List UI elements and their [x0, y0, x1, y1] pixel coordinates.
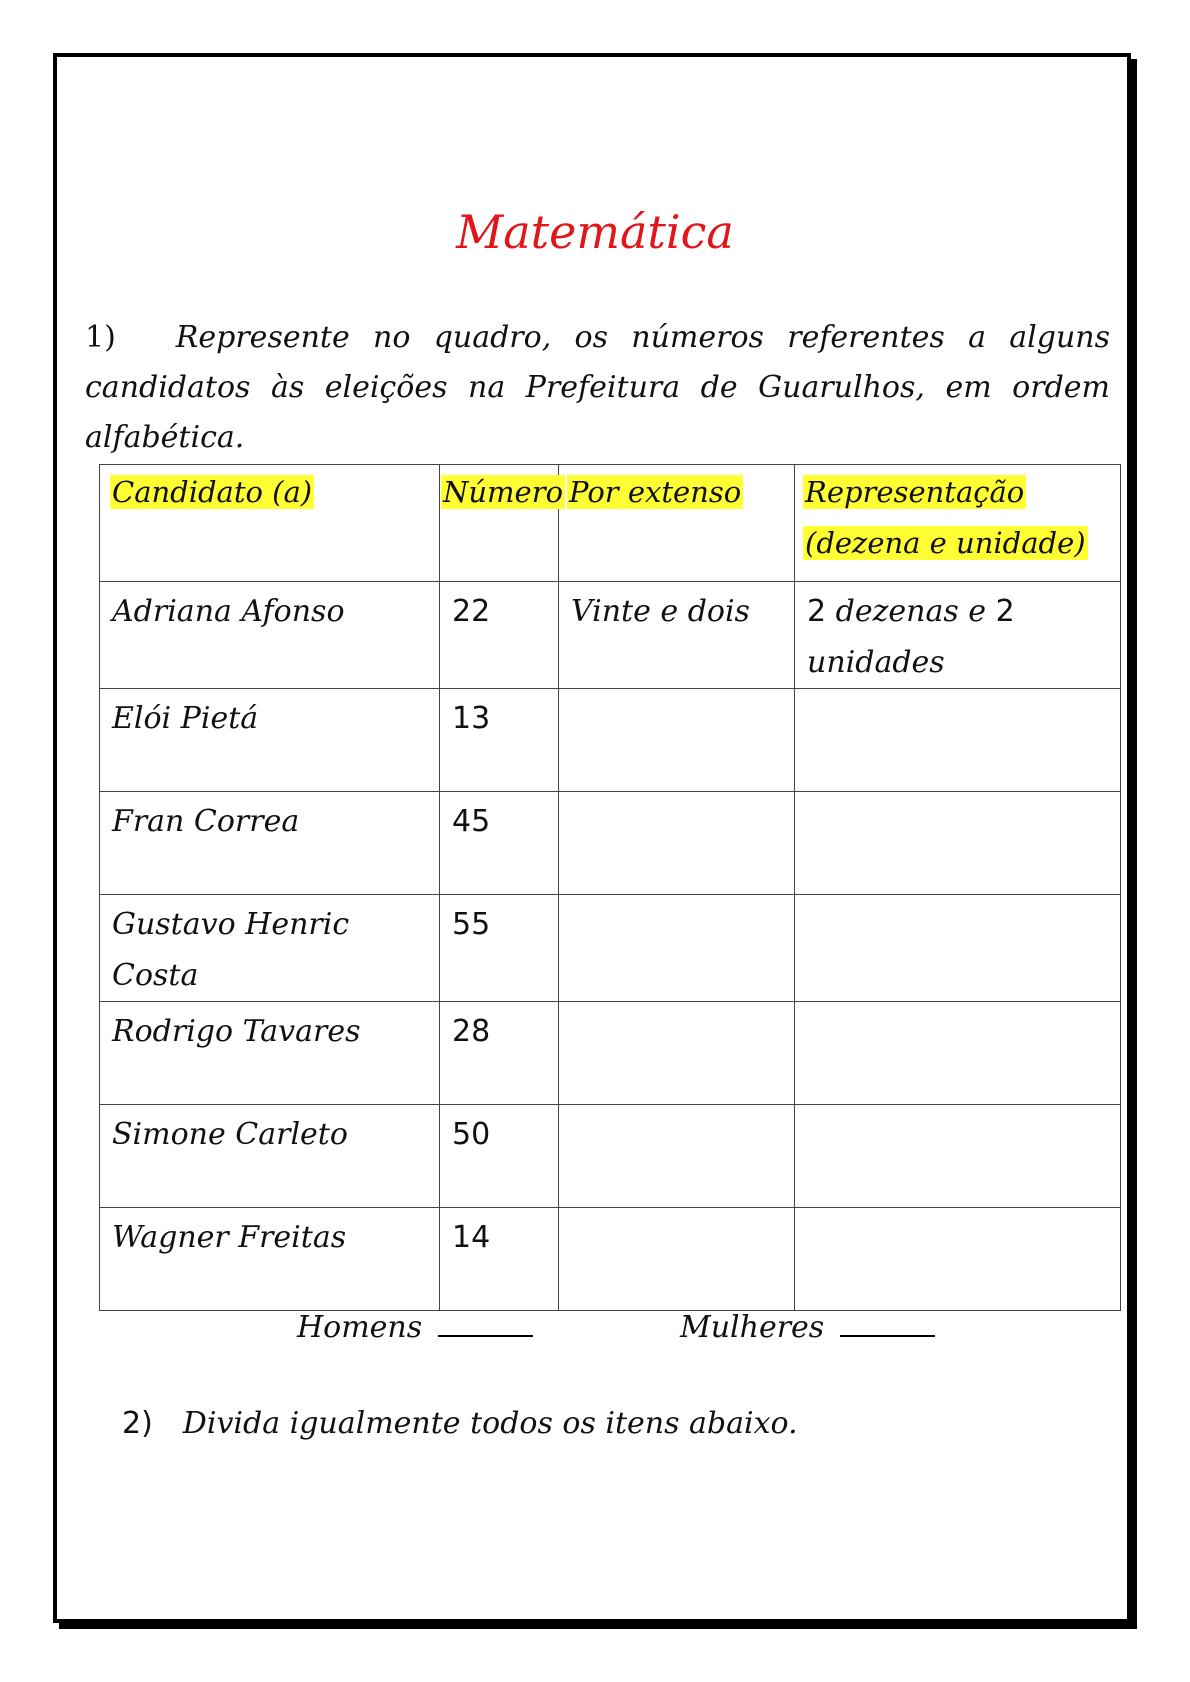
number-representation[interactable]: [795, 1105, 1121, 1208]
header-number: [440, 465, 564, 582]
table-row: [100, 895, 1121, 1002]
header-representation-line2: (dezena e unidade): [805, 526, 1086, 560]
men-label: Homens: [297, 1310, 423, 1345]
men-count: [297, 1310, 533, 1345]
candidate-name: Adriana Afonso: [100, 582, 440, 689]
number-in-words[interactable]: [559, 1105, 795, 1208]
page-title: Matemática: [456, 205, 734, 259]
candidate-number: 22: [440, 582, 559, 689]
candidate-name: Rodrigo Tavares: [100, 1002, 440, 1105]
table-row: [100, 689, 1121, 792]
question-2-text: Divida igualmente todos os itens abaixo.: [182, 1406, 798, 1441]
number-representation[interactable]: [795, 895, 1121, 1002]
number-in-words[interactable]: Vinte e dois: [559, 582, 795, 689]
repr-number-1: 2: [807, 594, 827, 629]
number-representation[interactable]: [795, 1208, 1121, 1311]
candidate-name: Wagner Freitas: [100, 1208, 440, 1311]
women-count: [680, 1310, 935, 1345]
table-row: [100, 1002, 1121, 1105]
candidate-number: 45: [440, 792, 559, 895]
number-in-words[interactable]: [559, 1208, 795, 1311]
header-candidate-label: Candidato (a): [112, 475, 313, 509]
question-1-number: 1): [85, 320, 116, 355]
number-representation[interactable]: [795, 792, 1121, 895]
header-candidate: [100, 465, 440, 582]
table-row: [100, 582, 1121, 689]
question-2-number: 2): [122, 1406, 153, 1441]
candidate-name: Gustavo Henric Costa: [100, 895, 440, 1002]
table-row: [100, 1208, 1121, 1311]
women-label: Mulheres: [680, 1310, 825, 1345]
candidate-number: 14: [440, 1208, 559, 1311]
table-row: [100, 792, 1121, 895]
candidate-name: Simone Carleto: [100, 1105, 440, 1208]
number-representation[interactable]: [795, 1002, 1121, 1105]
question-2: [122, 1406, 798, 1441]
header-number-label: Número: [443, 475, 564, 509]
number-in-words[interactable]: [559, 792, 795, 895]
candidate-number: 50: [440, 1105, 559, 1208]
header-representation: [795, 465, 1121, 582]
number-representation[interactable]: [795, 689, 1121, 792]
candidate-number: 13: [440, 689, 559, 792]
table-header-row: [100, 465, 1121, 582]
candidates-table: [99, 464, 1121, 1311]
number-representation[interactable]: [795, 582, 1121, 689]
candidate-name: Fran Correa: [100, 792, 440, 895]
header-words-label: Por extenso: [569, 475, 742, 509]
repr-word-1: dezenas e: [835, 594, 987, 629]
candidate-name: Elói Pietá: [100, 689, 440, 792]
header-representation-line1: Representação: [805, 475, 1025, 509]
header-words: [559, 465, 795, 582]
table-row: [100, 1105, 1121, 1208]
repr-word-2: unidades: [807, 645, 945, 680]
question-1: [85, 313, 1110, 463]
women-blank[interactable]: [840, 1311, 935, 1337]
number-in-words[interactable]: [559, 1002, 795, 1105]
candidate-number: 28: [440, 1002, 559, 1105]
number-in-words[interactable]: [559, 895, 795, 1002]
question-1-text: Represente no quadro, os números referentes a alguns candidatos às eleições na Prefeitura de Guarulhos, em ordem alfabética.: [85, 320, 1110, 455]
men-blank[interactable]: [438, 1311, 533, 1337]
candidate-number: 55: [440, 895, 559, 1002]
number-in-words[interactable]: [559, 689, 795, 792]
repr-number-2: 2: [995, 594, 1015, 629]
